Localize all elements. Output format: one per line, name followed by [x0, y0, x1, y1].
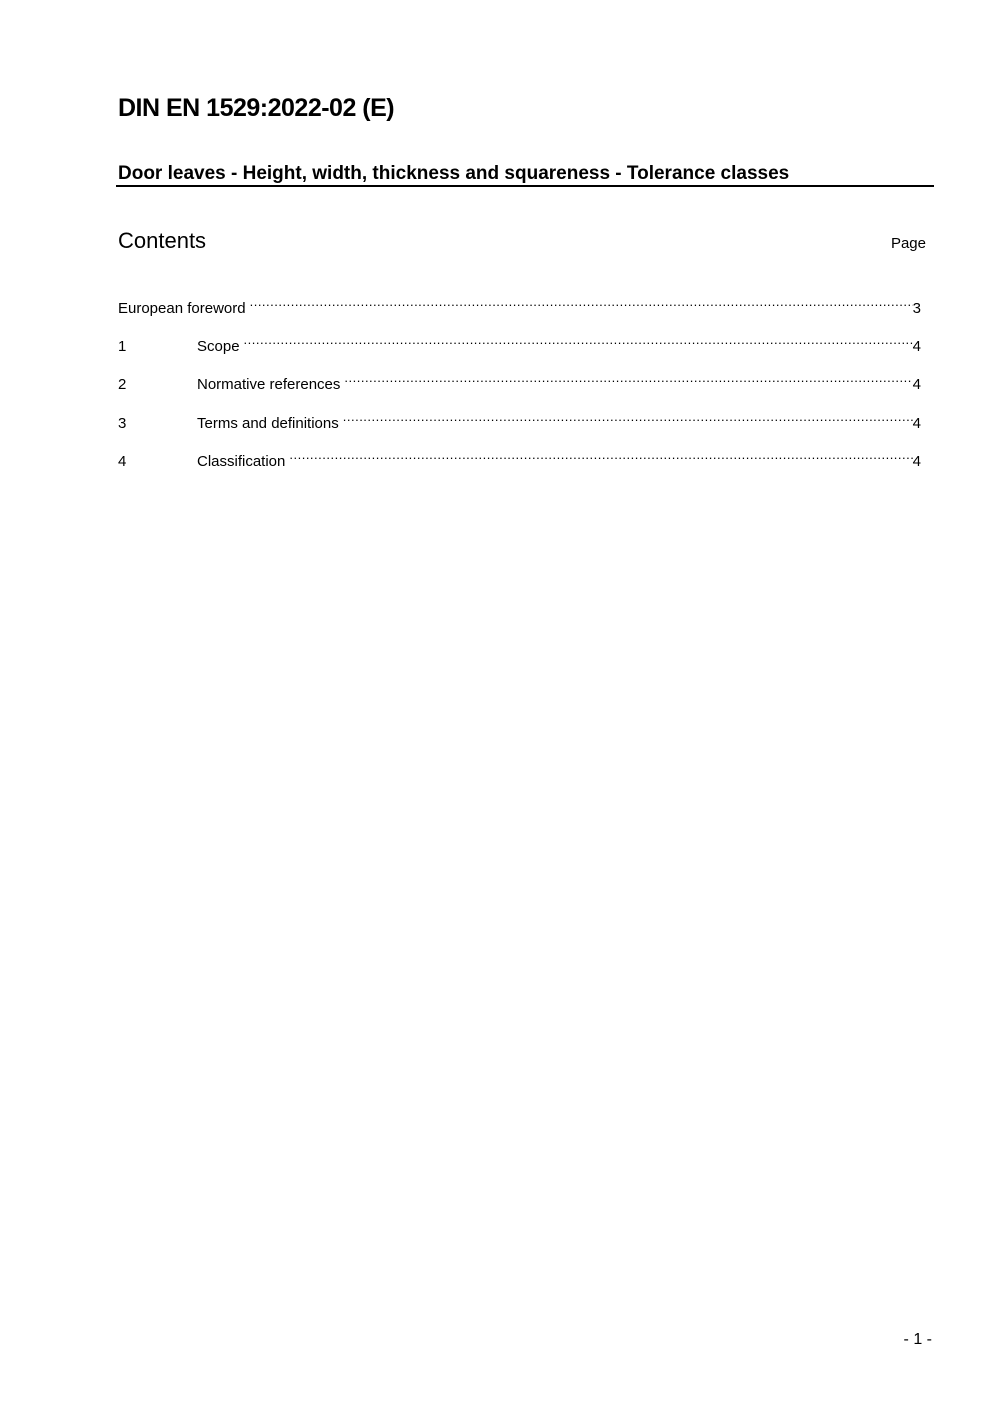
toc-leader-dots: [244, 329, 913, 351]
page-number: - 1 -: [903, 1331, 932, 1348]
toc-entry-terms-and-definitions[interactable]: [118, 406, 921, 432]
toc-leader-dots: [250, 291, 913, 313]
toc-entry-page: 3: [912, 300, 921, 317]
toc-entry-classification[interactable]: [118, 444, 921, 470]
toc-leader-dots: [289, 444, 912, 466]
toc-entry-label: European foreword: [118, 300, 246, 317]
toc-entry-foreword[interactable]: [118, 291, 921, 317]
toc-entry-number: 3: [118, 415, 127, 432]
document-id: DIN EN 1529:2022-02 (E): [118, 94, 395, 122]
page-column-label: Page: [890, 235, 926, 252]
toc-leader-dots: [343, 406, 913, 428]
document-title: Door leaves - Height, width, thickness and squareness - Tolerance classes: [116, 163, 934, 187]
toc-entry-page: 4: [912, 415, 921, 432]
toc-entry-page: 4: [912, 338, 921, 355]
toc-entry-label: Terms and definitions: [197, 415, 339, 432]
toc-leader-dots: [344, 367, 912, 389]
toc-entry-number: 1: [118, 338, 127, 355]
toc-entry-label: Scope: [197, 338, 240, 355]
toc-entry-page: 4: [912, 376, 921, 393]
toc-entry-label: Classification: [197, 453, 286, 470]
toc-entry-number: 4: [118, 453, 127, 470]
toc-entry-page: 4: [912, 453, 921, 470]
toc-entry-number: 2: [118, 376, 127, 393]
toc-entry-label: Normative references: [197, 376, 341, 393]
toc-entry-normative-references[interactable]: [118, 367, 921, 393]
contents-heading: Contents: [118, 228, 207, 253]
toc-entry-scope[interactable]: [118, 329, 921, 355]
